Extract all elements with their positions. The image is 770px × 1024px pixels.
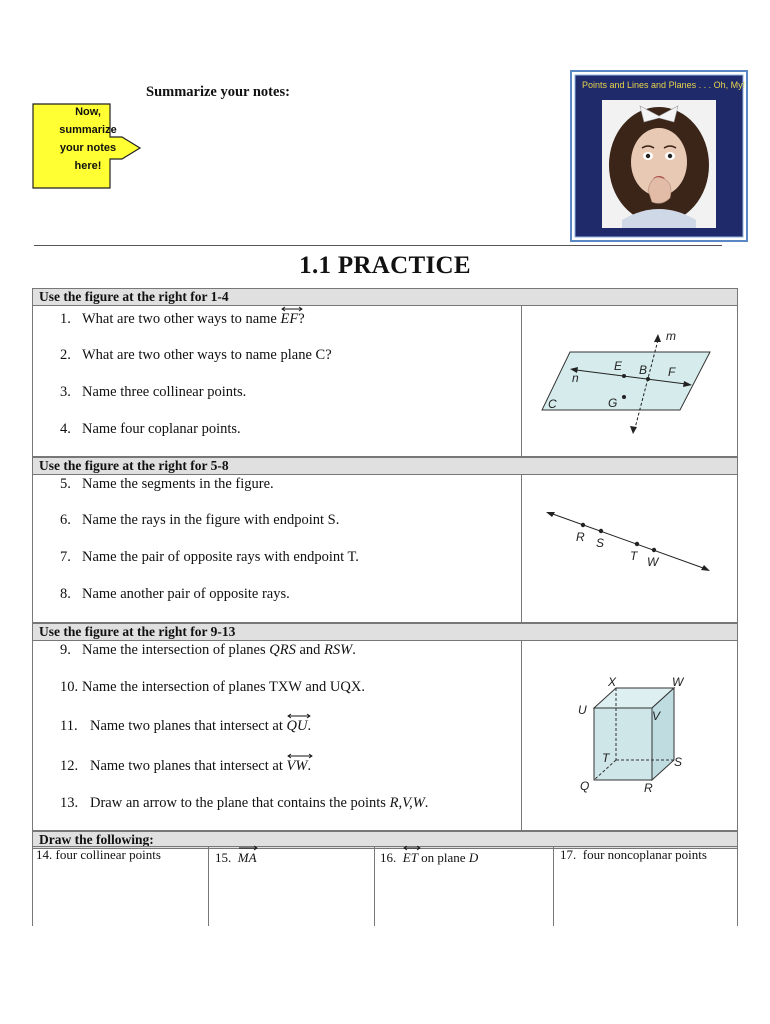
summary-title: Summarize your notes: [146, 84, 290, 100]
point-b [646, 377, 650, 381]
label-q: Q [580, 779, 590, 793]
question-2 [60, 347, 332, 364]
poster-image [570, 70, 748, 242]
question-text: . [424, 795, 429, 811]
poster-picture [570, 70, 748, 242]
question-number: 5. [60, 476, 71, 492]
question-1 [60, 311, 305, 328]
question-number: 7. [60, 549, 71, 565]
question-text: . [307, 718, 312, 734]
label-g: G [608, 396, 618, 410]
draw-item-16 [380, 850, 478, 866]
question-number: 11. [60, 718, 78, 734]
question-5 [60, 476, 274, 493]
plane-figure [540, 322, 720, 440]
callout-line: your notes [59, 142, 117, 154]
cube-front-face [594, 708, 652, 780]
math-label: VW [286, 758, 308, 774]
section-header: Draw the following: [32, 831, 738, 849]
arrow-head [630, 426, 637, 434]
ray-notation [238, 850, 257, 866]
question-9 [60, 642, 356, 659]
draw-item-17 [560, 847, 707, 863]
section-header: Use the figure at the right for 5-8 [32, 457, 738, 475]
item-text: on plane [417, 850, 469, 865]
double-arrow-icon [403, 845, 421, 851]
label-u: U [578, 703, 587, 717]
label-r: R [644, 781, 653, 795]
item-number: 16. [380, 850, 397, 865]
question-11 [60, 718, 311, 735]
question-13 [60, 795, 428, 812]
question-number: 10. [60, 679, 79, 695]
label-t: T [602, 751, 610, 765]
line-notation [287, 758, 308, 775]
double-arrow-icon [287, 753, 313, 759]
item-text: four noncoplanar points [582, 847, 707, 862]
question-text: Name the pair of opposite rays with endpoint T. [82, 549, 359, 565]
math-label: QU [286, 718, 308, 734]
line-notation [287, 718, 308, 735]
question-number: 2. [60, 347, 71, 363]
question-text: Name two planes that intersect at [90, 718, 287, 734]
question-4 [60, 421, 241, 438]
callout-line: summarize [59, 124, 117, 136]
math-label: QRS [269, 642, 296, 658]
question-text: Name the intersection of planes TXW and UQX. [82, 679, 365, 695]
arrow-head [654, 334, 661, 342]
draw-item-15 [215, 850, 257, 866]
label-w: W [647, 555, 659, 569]
question-text: Name the intersection of planes [82, 642, 270, 658]
double-arrow-icon [281, 306, 303, 312]
question-number: 4. [60, 421, 71, 437]
question-text: Name two planes that intersect at [90, 758, 287, 774]
label-n: n [572, 371, 579, 385]
section-header: Use the figure at the right for 9-13 [32, 623, 738, 641]
item-number: 15. [215, 850, 232, 865]
question-text: Name three collinear points. [82, 384, 247, 400]
line-notation [403, 850, 418, 866]
section-header: Use the figure at the right for 1-4 [32, 288, 738, 306]
plane-c [542, 352, 710, 410]
cube-figure [560, 668, 700, 798]
question-text: What are two other ways to name plane C? [82, 347, 332, 363]
question-text: Draw an arrow to the plane that contains the points [90, 795, 390, 811]
label-e: E [614, 359, 623, 373]
label-m: m [666, 329, 676, 343]
line-figure [540, 505, 720, 580]
label-b: B [639, 363, 648, 377]
item-number: 14. [36, 847, 53, 862]
label-w: W [672, 675, 684, 689]
callout-line: Now, [75, 106, 101, 118]
label-t: T [630, 549, 638, 563]
question-text: Name four coplanar points. [82, 421, 241, 437]
double-arrow-icon [287, 713, 311, 719]
arrow-head [701, 565, 710, 571]
page-title: 1.1 PRACTICE [299, 252, 471, 279]
label-v: V [652, 709, 661, 723]
line-notation [281, 311, 299, 328]
question-text: Name the rays in the figure with endpoint S. [82, 512, 340, 528]
question-10 [60, 679, 365, 696]
question-12 [60, 758, 311, 775]
point-e [622, 374, 626, 378]
question-number: 8. [60, 586, 71, 602]
point-g [622, 395, 626, 399]
question-3 [60, 384, 246, 401]
question-text: Name the segments in the figure. [82, 476, 274, 492]
label-s: S [596, 536, 605, 550]
question-text: ? [298, 311, 305, 327]
item-number: 17. [560, 847, 577, 862]
question-text: . [307, 758, 312, 774]
point-s [599, 529, 603, 533]
label-r: R [576, 530, 585, 544]
question-number: 1. [60, 311, 71, 327]
point-r [581, 523, 585, 527]
label-x: X [608, 675, 617, 689]
question-7 [60, 549, 359, 566]
question-number: 9. [60, 642, 71, 658]
callout-arrow [30, 101, 144, 191]
point-t [635, 542, 639, 546]
question-text: . [352, 642, 356, 658]
math-label: MA [237, 850, 257, 865]
math-label: D [468, 850, 479, 865]
question-number: 12. [60, 758, 79, 774]
question-number: 3. [60, 384, 71, 400]
math-label: R,V,W [389, 795, 425, 811]
item-text: four collinear points [55, 847, 161, 862]
question-text: and [295, 642, 325, 658]
draw-item-14 [36, 847, 161, 863]
math-label: EF [280, 311, 299, 327]
label-c: C [548, 397, 557, 411]
ray-arrow-icon [238, 845, 258, 851]
label-s: S [674, 755, 683, 769]
line-rw [550, 513, 706, 569]
poster-title: Points and Lines and Planes . . . Oh, My! [582, 80, 746, 90]
question-number: 6. [60, 512, 71, 528]
divider-line [34, 245, 722, 246]
question-text: What are two other ways to name [82, 311, 281, 327]
question-text: Name another pair of opposite rays. [82, 586, 290, 602]
math-label: RSW [324, 642, 353, 658]
point-w [652, 548, 656, 552]
question-number: 13. [60, 795, 79, 811]
question-6 [60, 512, 339, 529]
label-f: F [668, 365, 676, 379]
question-8 [60, 586, 290, 603]
math-label: ET [402, 850, 418, 865]
callout-line: here! [74, 160, 102, 172]
callout-text [48, 103, 128, 175]
